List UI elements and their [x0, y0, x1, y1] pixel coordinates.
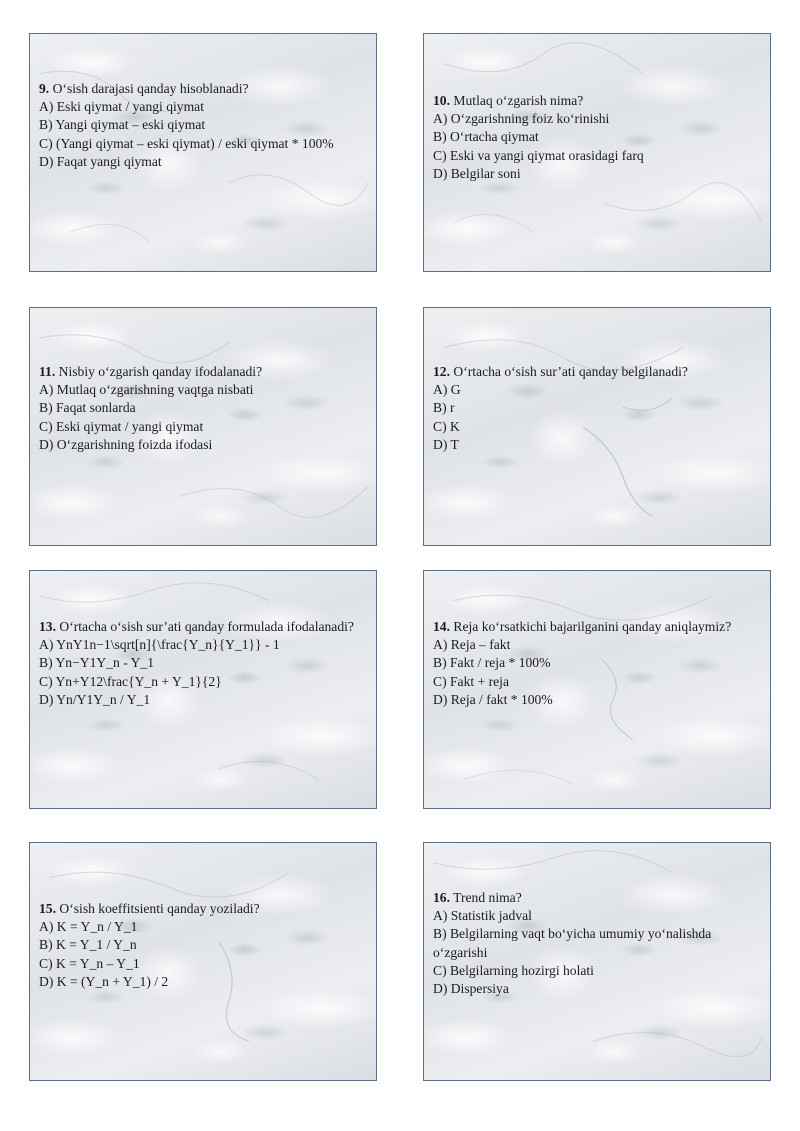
option-b: B) Belgilarning vaqt bo‘yicha umumiy yo‘nalishda o‘zgarishi	[433, 926, 712, 960]
question-line	[39, 363, 368, 381]
option-d: D) Dispersiya	[433, 981, 509, 997]
question-block	[433, 92, 762, 183]
option-d: D) Faqat yangi qiymat	[39, 153, 162, 169]
question-line	[39, 900, 368, 918]
quiz-card-11	[29, 307, 377, 546]
question-text: O‘sish darajasi qanday hisoblanadi?	[52, 81, 249, 96]
question-text: Trend nima?	[453, 890, 522, 905]
option-d: D) T	[433, 436, 459, 452]
option-c: C) Yn+Y12\frac{Y_n + Y_1}{2}	[39, 673, 222, 689]
option-c: C) K	[433, 418, 460, 434]
question-block	[39, 80, 368, 171]
question-number: 10.	[433, 93, 450, 108]
option-b: B) Fakt / reja * 100%	[433, 655, 551, 671]
quiz-card-12	[423, 307, 771, 546]
question-number: 11.	[39, 364, 56, 379]
option-a: A) Mutlaq o‘zgarishning vaqtga nisbati	[39, 382, 254, 398]
question-block	[39, 363, 368, 454]
question-block	[39, 618, 368, 709]
question-text: O‘rtacha o‘sish sur’ati qanday formulada ifodalanadi?	[59, 619, 354, 634]
option-d: D) Belgilar soni	[433, 165, 521, 181]
option-a: A) K = Y_n / Y_1	[39, 919, 138, 935]
option-d: D) O‘zgarishning foizda ifodasi	[39, 436, 213, 452]
question-line	[39, 618, 368, 636]
question-text: O‘rtacha o‘sish sur’ati qanday belgilanadi?	[453, 364, 688, 379]
question-line	[433, 618, 762, 636]
question-text: Mutlaq o‘zgarish nima?	[453, 93, 584, 108]
option-d: D) Yn/Y1Y_n / Y_1	[39, 691, 151, 707]
option-c: C) Fakt + reja	[433, 673, 509, 689]
question-number: 12.	[433, 364, 450, 379]
quiz-card-13	[29, 570, 377, 809]
option-b: B) Yangi qiymat – eski qiymat	[39, 117, 206, 133]
question-number: 16.	[433, 890, 450, 905]
option-c: C) Belgilarning hozirgi holati	[433, 962, 594, 978]
question-line	[433, 363, 762, 381]
option-d: D) Reja / fakt * 100%	[433, 691, 553, 707]
question-block	[433, 889, 762, 998]
question-number: 15.	[39, 901, 56, 916]
quiz-card-10	[423, 33, 771, 272]
option-d: D) K = (Y_n + Y_1) / 2	[39, 973, 169, 989]
question-text: Reja ko‘rsatkichi bajarilganini qanday aniqlaymiz?	[453, 619, 732, 634]
option-b: B) O‘rtacha qiymat	[433, 129, 539, 145]
question-line	[39, 80, 368, 98]
option-a: A) YnY1n−1\sqrt[n]{\frac{Y_n}{Y_1}} - 1	[39, 637, 280, 653]
option-a: A) Eski qiymat / yangi qiymat	[39, 99, 204, 115]
option-c: C) Eski va yangi qiymat orasidagi farq	[433, 147, 644, 163]
option-b: B) r	[433, 400, 455, 416]
question-line	[433, 889, 762, 907]
option-b: B) K = Y_1 / Y_n	[39, 937, 137, 953]
option-c: C) K = Y_n – Y_1	[39, 955, 140, 971]
option-a: A) Statistik jadval	[433, 908, 532, 924]
option-b: B) Faqat sonlarda	[39, 400, 136, 416]
quiz-card-14	[423, 570, 771, 809]
question-text: O‘sish koeffitsienti qanday yoziladi?	[59, 901, 260, 916]
question-block	[39, 900, 368, 991]
option-a: A) G	[433, 382, 461, 398]
option-a: A) O‘zgarishning foiz ko‘rinishi	[433, 111, 610, 127]
question-number: 14.	[433, 619, 450, 634]
option-b: B) Yn−Y1Y_n - Y_1	[39, 655, 155, 671]
question-line	[433, 92, 762, 110]
question-block	[433, 618, 762, 709]
option-c: C) Eski qiymat / yangi qiymat	[39, 418, 204, 434]
quiz-card-9	[29, 33, 377, 272]
quiz-card-16	[423, 842, 771, 1081]
quiz-card-15	[29, 842, 377, 1081]
option-c: C) (Yangi qiymat – eski qiymat) / eski qiymat * 100%	[39, 135, 334, 151]
option-a: A) Reja – fakt	[433, 637, 511, 653]
question-block	[433, 363, 762, 454]
question-text: Nisbiy o‘zgarish qanday ifodalanadi?	[58, 364, 263, 379]
question-number: 9.	[39, 81, 50, 96]
question-number: 13.	[39, 619, 56, 634]
